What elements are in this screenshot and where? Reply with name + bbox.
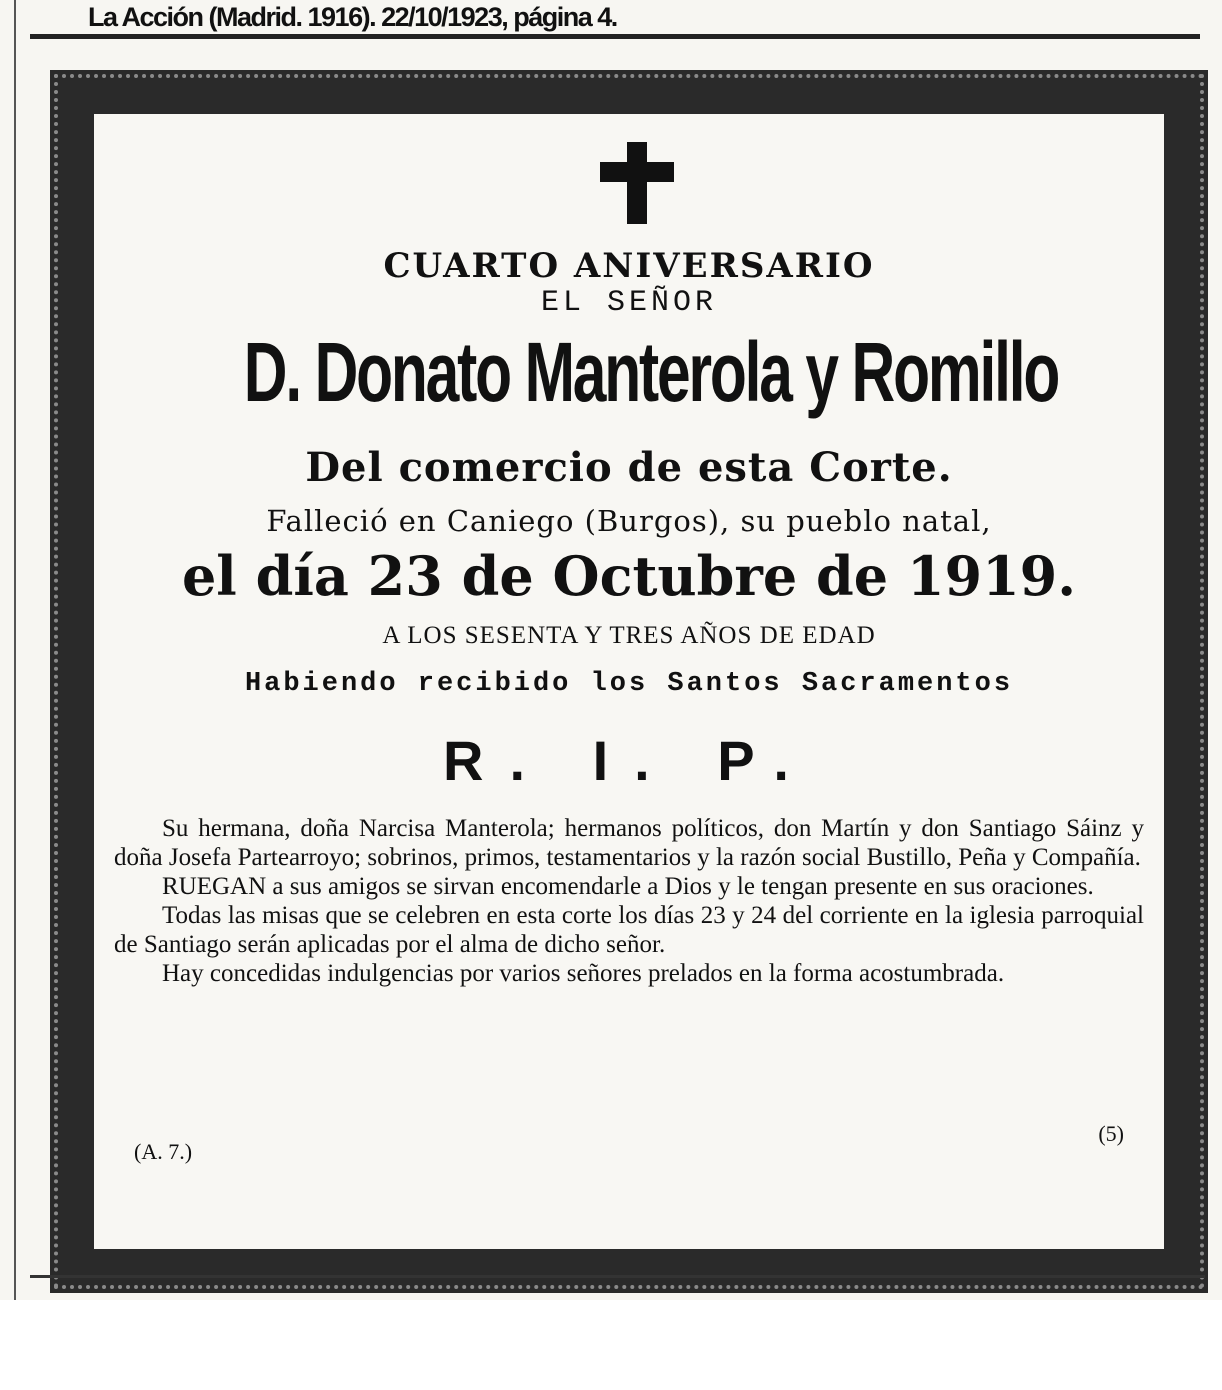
obituary-body (114, 814, 1144, 988)
salutation: EL SEÑOR (540, 286, 718, 320)
mourning-frame (50, 70, 1208, 1293)
sacraments-line: Habiendo recibido los Santos Sacramentos (244, 669, 1014, 699)
occupation: Del comercio de esta Corte. (305, 444, 953, 491)
insertion-number: (5) (1098, 1121, 1124, 1146)
source-caption: La Acción (Madrid. 1916). 22/10/1923, página 4. (88, 2, 617, 32)
top-rule (30, 34, 1200, 39)
indulgences-paragraph: Hay concedidas indulgencias por varios señores prelados en la forma acostumbrada. (162, 960, 1005, 987)
request-paragraph: RUEGAN a sus amigos se sirvan encomendarle a Dios y le tengan presente en sus oraciones. (162, 873, 1094, 900)
place-of-death: Falleció en Caniego (Burgos), su pueblo natal, (266, 504, 992, 538)
latin-cross-icon (600, 142, 674, 224)
masses-paragraph: Todas las misas que se celebren en esta corte los días 23 y 24 del corriente en la iglesia parroquial de Santiago serán aplicadas por el alma de dicho señor. (114, 902, 1144, 958)
bottom-rule (30, 1275, 1205, 1278)
family-paragraph: Su hermana, doña Narcisa Manterola; hermanos políticos, don Martín y don Santiago Sáinz y doña Josefa Partearroyo; sobrinos, primos, testamentarios y la razón social Bustillo, Peña y Compañía. (114, 815, 1144, 871)
deceased-name: D. Donato Manterola y Romillo (243, 325, 1059, 419)
age-at-death: A LOS SESENTA Y TRES AÑOS DE EDAD (382, 622, 876, 649)
column-rule (14, 0, 16, 1300)
rip-line: R. I. P. (443, 729, 815, 792)
bottom-margin (0, 1300, 1222, 1390)
date-of-death: el día 23 de Octubre de 1919. (181, 544, 1077, 608)
agency-reference: (A. 7.) (134, 1139, 193, 1164)
notice-heading: CUARTO ANIVERSARIO (383, 246, 875, 286)
obituary-content (94, 114, 1164, 1249)
